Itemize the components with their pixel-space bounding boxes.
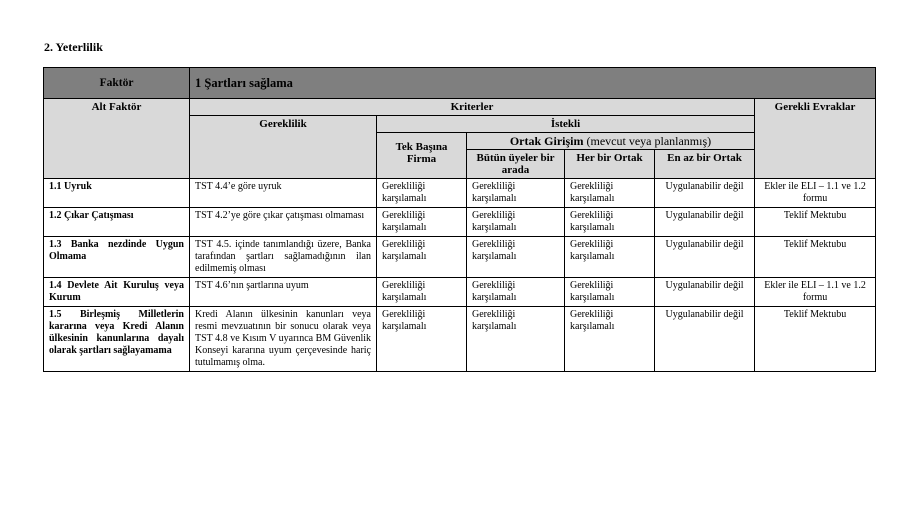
table-row <box>44 307 876 372</box>
evrak-cell: Teklif Mektubu <box>755 307 876 372</box>
alt-faktor-cell: 1.1 Uyruk <box>44 179 190 208</box>
header-en-az-bir: En az bir Ortak <box>655 150 755 179</box>
header-faktor: Faktör <box>44 68 190 99</box>
en-az-cell: Uygulanabilir değil <box>655 208 755 237</box>
section-heading: 2. Yeterlilik <box>44 40 103 54</box>
gereklilik-cell: TST 4.4’e göre uyruk <box>190 179 377 208</box>
table-row <box>44 237 876 278</box>
evrak-cell: Teklif Mektubu <box>755 208 876 237</box>
table-row <box>44 208 876 237</box>
header-kriterler: Kriterler <box>190 99 755 116</box>
evrak-cell: Ekler ile ELI – 1.1 ve 1.2 formu <box>755 278 876 307</box>
her-cell: Gerekliliği karşılamalı <box>565 307 655 372</box>
alt-faktor-cell: 1.3 Banka nezdinde Uygun Olmama <box>44 237 190 278</box>
gereklilik-cell: Kredi Alanın ülkesinin kanunları veya resmi mevzuatının bir sonucu olarak veya TST 4.8 ve Kısım V uyarınca BM Güvenlik Konseyi kararına uyum çerçevesinde hariç tutulmamış olma. <box>190 307 377 372</box>
alt-faktor-cell: 1.4 Devlete Ait Kuruluş veya Kurum <box>44 278 190 307</box>
her-cell: Gerekliliği karşılamalı <box>565 237 655 278</box>
ortak-girisim-bold: Ortak Girişim <box>509 134 584 148</box>
header-her-bir: Her bir Ortak <box>565 150 655 179</box>
gereklilik-cell: TST 4.5. içinde tanımlandığı üzere, Banka tarafından şartları sağlamadığının ilan edilmemiş olması <box>190 237 377 278</box>
butun-cell: Gerekliliği karşılamalı <box>467 179 565 208</box>
header-tek-basina: Tek Başına Firma <box>377 133 467 179</box>
her-cell: Gerekliliği karşılamalı <box>565 278 655 307</box>
header-alt-faktor: Alt Faktör <box>44 99 190 179</box>
en-az-cell: Uygulanabilir değil <box>655 179 755 208</box>
butun-cell: Gerekliliği karşılamalı <box>467 307 565 372</box>
header-row-2 <box>44 99 876 116</box>
header-row-top <box>44 68 876 99</box>
eligibility-table <box>43 67 876 372</box>
tek-cell: Gerekliliği karşılamalı <box>377 179 467 208</box>
en-az-cell: Uygulanabilir değil <box>655 237 755 278</box>
butun-cell: Gerekliliği karşılamalı <box>467 208 565 237</box>
butun-cell: Gerekliliği karşılamalı <box>467 278 565 307</box>
butun-cell: Gerekliliği karşılamalı <box>467 237 565 278</box>
alt-faktor-cell: 1.2 Çıkar Çatışması <box>44 208 190 237</box>
table-row <box>44 278 876 307</box>
her-cell: Gerekliliği karşılamalı <box>565 208 655 237</box>
header-gerekli-evraklar: Gerekli Evraklar <box>755 99 876 179</box>
tek-cell: Gerekliliği karşılamalı <box>377 278 467 307</box>
gereklilik-cell: TST 4.6’nın şartlarına uyum <box>190 278 377 307</box>
tek-cell: Gerekliliği karşılamalı <box>377 208 467 237</box>
ortak-girisim-rest: (mevcut veya planlanmış) <box>586 134 712 148</box>
header-istekli: İstekli <box>377 116 755 133</box>
tek-cell: Gerekliliği karşılamalı <box>377 307 467 372</box>
her-cell: Gerekliliği karşılamalı <box>565 179 655 208</box>
header-butun-uyeler: Bütün üyeler bir arada <box>467 150 565 179</box>
header-gereklilik: Gereklilik <box>190 116 377 179</box>
gereklilik-cell: TST 4.2’ye göre çıkar çatışması olmaması <box>190 208 377 237</box>
table-row <box>44 179 876 208</box>
en-az-cell: Uygulanabilir değil <box>655 307 755 372</box>
header-ortak-girisim <box>467 133 755 150</box>
header-sart: 1 Şartları sağlama <box>190 68 876 99</box>
evrak-cell: Ekler ile ELI – 1.1 ve 1.2 formu <box>755 179 876 208</box>
alt-faktor-cell: 1.5 Birleşmiş Milletlerin kararına veya Kredi Alanın ülkesinin kanunlarına dayalı olarak şartları sağlayamama <box>44 307 190 372</box>
en-az-cell: Uygulanabilir değil <box>655 278 755 307</box>
tek-cell: Gerekliliği karşılamalı <box>377 237 467 278</box>
evrak-cell: Teklif Mektubu <box>755 237 876 278</box>
